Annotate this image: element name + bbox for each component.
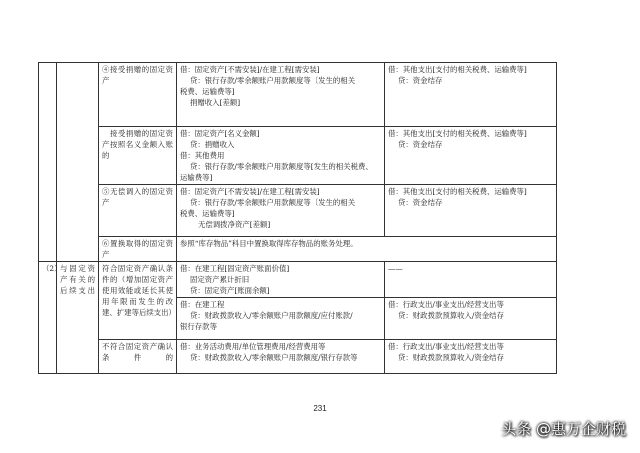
budget-entry-cell: 借：其他支出[支付的相关税费、运输费等] 贷：资金结存 [385, 185, 557, 237]
section-number-cell: （2） [39, 262, 57, 374]
table-row [39, 63, 557, 127]
financial-entry-cell: 借：固定资产[名义金额] 贷：捐赠收入 借：其他费用 贷：银行存款/零余额账户用款额度等[发生的相关税费、 运输费等] [177, 127, 385, 185]
category-cell: 与固定资产有关的后续支出 [57, 262, 99, 374]
budget-entry-cell: 借：其他支出[支付的相关税费、运输费等] 贷：资金结存 [385, 63, 557, 127]
budget-entry-cell: 借：行政支出/事业支出/经营支出等 贷：财政拨款预算收入/资金结存 [385, 298, 557, 340]
table-row [39, 237, 557, 262]
table-row [39, 127, 557, 185]
page-number: 231 [313, 404, 327, 413]
financial-entry-cell: 借：在建工程[固定资产账面价值] 固定资产累计折旧 贷：固定资产[账面余额] [177, 262, 385, 298]
financial-entry-cell: 借：固定资产[不需安装]/在建工程[需安装] 贷：银行存款/零余额账户用款额度等〔发生的相关 税费、运输费等] 无偿调拨净资产[差额] [177, 185, 385, 237]
item-cell: 不符合固定资产确认条件的 [99, 340, 177, 374]
table-row [39, 262, 557, 298]
reference-note-cell: 参照“库存物品”科目中置换取得库存物品的账务处理。 [177, 237, 557, 262]
financial-entry-cell: 借：固定资产[不需安装]/在建工程[需安装] 贷：银行存款/零余额账户用款额度等〔发生的相关 税费、运输费等] 捐赠收入[差额] [177, 63, 385, 127]
table-row [39, 340, 557, 374]
item-cell: 符合固定资产确认条件的（增加固定资产使用效能或延长其使用年限而发生的改建、扩建等后续支出） [99, 262, 177, 340]
budget-entry-cell: 借：其他支出[支付的相关税费、运输费等] 贷：资金结存 [385, 127, 557, 185]
item-cell: ⑤无偿调入的固定资产 [99, 185, 177, 237]
financial-entry-cell: 借：业务活动费用/单位管理费用/经营费用等 贷：财政拨款收入/零余额账户用款额度/银行存款等 [177, 340, 385, 374]
blank-cell [39, 63, 57, 262]
item-cell: 接受捐赠的固定资产按照名义金额入账的 [99, 127, 177, 185]
budget-entry-cell: —— [385, 262, 557, 298]
item-cell: ⑥置换取得的固定资产 [99, 237, 177, 262]
table-row [39, 185, 557, 237]
accounting-entries-table [38, 62, 557, 374]
watermark-text: 头条 @惠万企财税 [501, 420, 626, 438]
blank-cell [57, 63, 99, 262]
item-cell: ④接受捐赠的固定资产 [99, 63, 177, 127]
budget-entry-cell: 借：行政支出/事业支出/经营支出等 贷：财政拨款预算收入/资金结存 [385, 340, 557, 374]
financial-entry-cell: 借：在建工程 贷：财政拨款收入/零余额账户用款额度/应付账款/ 银行存款等 [177, 298, 385, 340]
